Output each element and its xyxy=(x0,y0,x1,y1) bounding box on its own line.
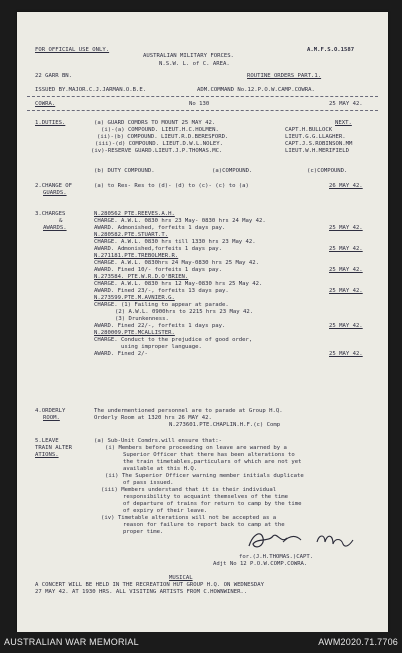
org-line-1: AUSTRALIAN MILITARY FORCES. xyxy=(143,53,234,59)
charge-award-date: 25 MAY 42. xyxy=(329,246,363,252)
charge-award-date: 25 MAY 42. xyxy=(329,323,363,329)
reference-number: A.M.F.S.O.1587 xyxy=(307,47,355,53)
leave-line: (iii) Members understand that it is their individual xyxy=(101,487,277,493)
header-rule xyxy=(27,96,378,97)
charge-line: CHARGE. A.W.L. 0830 hrs till 1330 hrs 23 May 42. xyxy=(94,239,256,245)
place: COWRA. xyxy=(35,101,56,107)
order-number: No 130 xyxy=(189,101,210,107)
duty-next: LIEUT.G.G.LLAGHER. xyxy=(285,134,346,140)
header-rule-2 xyxy=(27,110,378,111)
charge-line: N.273584. PTE.W.R.D.O'BRIEN. xyxy=(94,274,189,280)
charge-award-date: 25 MAY 42. xyxy=(329,267,363,273)
footer-institution: AUSTRALIAN WAR MEMORIAL xyxy=(4,637,139,647)
charge-line: CHARGE. Conduct to the prejudice of good order, xyxy=(94,337,253,343)
handwritten-signature xyxy=(243,524,363,558)
charge-line: AWARD. Admonished, forfeits 1 days pay. xyxy=(94,225,226,231)
leave-label: 5.LEAVE xyxy=(35,438,59,444)
charges-label-2: & xyxy=(59,218,63,224)
duty-compound-c: (c)COMPOUND. xyxy=(307,168,348,174)
musical-heading: MUSICAL xyxy=(169,575,193,581)
leave-line: responsibility to acquaint themselves of the time xyxy=(123,494,289,500)
leave-line: (iv) Timetable alterations will not be accepted as a xyxy=(101,515,277,521)
order-date: 25 MAY 42. xyxy=(329,101,363,107)
signoff-for: for.(J.H.THOMAS.)CAPT. xyxy=(239,554,314,560)
charge-line: CHARGE. (1) Failing to appear at parade. xyxy=(94,302,229,308)
charge-line: N.280582.PTE.STUART.T. xyxy=(94,232,169,238)
unit-line: 22 GARR BN. xyxy=(35,73,73,79)
change-guards-label-2: GUARDS. xyxy=(43,190,67,196)
leave-line: (ii) The Superior Officer warning member initials duplicate xyxy=(105,473,304,479)
leave-line: proper time. xyxy=(123,529,164,535)
leave-line: of departure of trains for return to camp by the time xyxy=(123,501,302,507)
document-page xyxy=(17,12,388,632)
charges-label: 3.CHARGES xyxy=(35,211,66,217)
duty-compound-a: (a)COMPOUND. xyxy=(212,168,253,174)
charge-line: N.280562 PTE.REEVES.A.H. xyxy=(94,211,175,217)
leave-label-2: TRAIN ALTER xyxy=(35,445,73,451)
charge-line: N.271181.PTE.TREBOLMER.R. xyxy=(94,253,179,259)
leave-line: (a) Sub-Unit Comdrs.will ensure that:- xyxy=(94,438,222,444)
charge-line: CHARGE. A.W.L. 0830 hrs 12 May-0830 hrs 25 May 42. xyxy=(94,281,263,287)
musical-line: 27 MAY 42. AT 1930 HRS. ALL VISITING ARTISTS FROM C.HOWNWINER.. xyxy=(35,589,248,595)
duties-intro: (a) GUARD COMDRS TO MOUNT 25 MAY 42. xyxy=(94,120,216,126)
leave-line: Superior Officer that there has been alterations to xyxy=(123,452,295,458)
charge-line: N.273599.PTE.M.AVNIER.G. xyxy=(94,295,175,301)
charge-award-date: 25 MAY 42. xyxy=(329,288,363,294)
orderly-room-line: The undermentioned personnel are to parade at Group H.Q. xyxy=(94,408,283,414)
duty-next: CAPT.H.BULLOCK xyxy=(285,127,333,133)
charge-line: AWARD. Fined 22/-, forfeits 1 days pay. xyxy=(94,323,226,329)
charge-award-date: 25 MAY 42. xyxy=(329,225,363,231)
orderly-room-line: N.273601.PTE.CHAPLIN.H.F.(c) Comp xyxy=(169,422,281,428)
orderly-room-label-2: ROOM. xyxy=(43,415,60,421)
orderly-room-line: Orderly Room at 1320 hrs 26 MAY 42. xyxy=(94,415,212,421)
duty-row: (iii)-(d) COMPOUND. LIEUT.D.W.L.NOLEY. xyxy=(95,141,223,147)
leave-line: available at this H.Q. xyxy=(123,466,198,472)
charge-line: using improper language. xyxy=(121,344,202,350)
leave-line: the train timetables,particulars of which are not yet xyxy=(123,459,302,465)
duty-row: (i)-(a) COMPOUND. LIEUT.H.C.HOLMEN. xyxy=(101,127,219,133)
charge-line: CHARGE. A.W.L. 0830 hrs 23 May- 0830 hrs 24 May 42. xyxy=(94,218,266,224)
charge-award-date: 25 MAY 42. xyxy=(329,351,363,357)
command-line: ADM.COMMAND No.12.P.O.W.CAMP.COWRA. xyxy=(197,87,315,93)
duty-next: CAPT.J.S.ROBINSON.MM xyxy=(285,141,353,147)
duties-next-label: NEXT. xyxy=(335,120,352,126)
change-guards-text: (a) to Res- Res to (d)- (d) to (c)- (c) to (a) xyxy=(94,183,249,189)
org-line-2: N.S.W. L. of C. AREA. xyxy=(159,61,230,67)
change-guards-label: 2.CHANGE OF xyxy=(35,183,73,189)
routine-orders-title: ROUTINE ORDERS PART.1. xyxy=(247,73,322,79)
footer-accession: AWM2020.71.7706 xyxy=(318,637,398,647)
leave-line: of expiry of their leave. xyxy=(123,508,208,514)
orderly-room-label: 4.ORDERLY xyxy=(35,408,66,414)
duty-compound-line: (b) DUTY COMPOUND. xyxy=(94,168,155,174)
signoff-adjt: Adjt No 12 P.O.W.COMP.COWRA. xyxy=(213,561,308,567)
musical-line: A CONCERT WILL BE HELD IN THE RECREATION HUT GROUP H.Q. ON WEDNESDAY xyxy=(35,582,265,588)
leave-label-3: ATIONS. xyxy=(35,452,59,458)
charge-line: (3) Drunkenness. xyxy=(115,316,169,322)
charge-line: CHARGE. A.W.L. 0830hrs 24 May-0830 hrs 25 May 42. xyxy=(94,260,260,266)
charge-line: N.280009.PTE.MCALLISTER. xyxy=(94,330,175,336)
leave-line: reason for failure to report back to camp at the xyxy=(123,522,285,528)
charges-label-3: AWARDS. xyxy=(43,225,67,231)
charge-line: (2) A.W.L. 0900hrs to 2215 hrs 23 May 42. xyxy=(115,309,254,315)
leave-line: of pass issued. xyxy=(123,480,174,486)
change-guards-date: 26 MAY 42. xyxy=(329,183,363,189)
charge-line: AWARD. Fined 2/- xyxy=(94,351,148,357)
charge-line: AWARD. Admonished,forfeits 1 days pay. xyxy=(94,246,222,252)
archive-footer xyxy=(0,632,402,653)
charge-line: AWARD. Fined 23/-, forfeits 13 days pay. xyxy=(94,288,229,294)
duty-row: (ii)-(b) COMPOUND. LIEUT.R.D.BERESFORD. xyxy=(97,134,229,140)
official-use-line: FOR OFFICIAL USE ONLY. xyxy=(35,47,110,53)
leave-line: (i) Members before proceeding on leave are warned by a xyxy=(105,445,287,451)
duties-label: 1.DUTIES. xyxy=(35,120,66,126)
duty-row: (iv)-RESERVE GUARD.LIEUT.J.P.THOMAS.MC. xyxy=(91,148,223,154)
duty-next: LIEUT.W.H.MERIFIELD xyxy=(285,148,349,154)
charge-line: AWARD. Fined 10/- forfeits 1 days pay. xyxy=(94,267,222,273)
issued-by: ISSUED BY.MAJOR.C.J.JARMAN.O.B.E. xyxy=(35,87,147,93)
